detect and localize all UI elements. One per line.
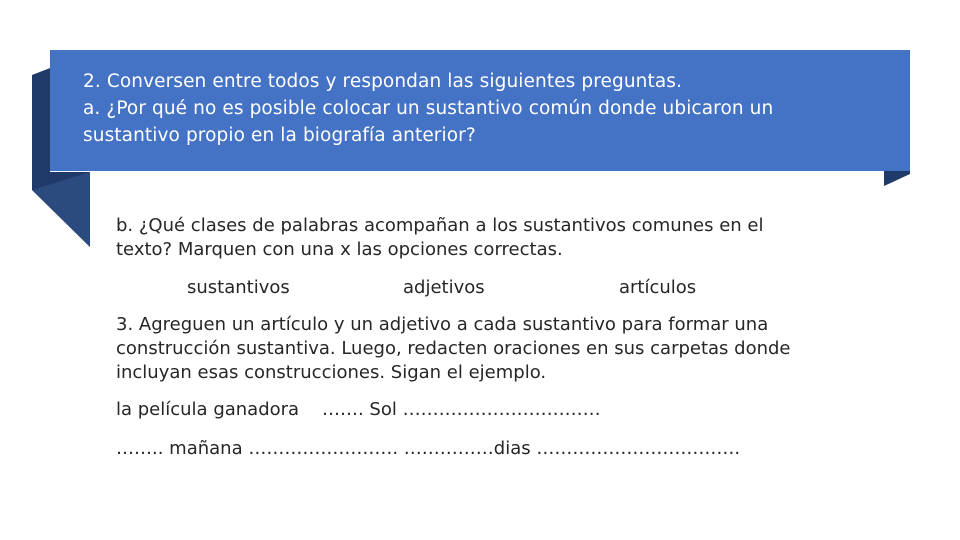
right-ribbon-fold [884, 171, 910, 186]
banner-line-1: 2. Conversen entre todos y respondan las siguientes preguntas. [83, 71, 683, 92]
question-3 [116, 313, 836, 385]
banner-line-2: a. ¿Por qué no es posible colocar un sustantivo común donde ubicaron un [83, 98, 774, 119]
question-b [116, 214, 836, 262]
question-b-line-2: texto? Marquen con una x las opciones correctas. [116, 239, 563, 260]
option-articulos: artículos [619, 277, 697, 298]
exercise-line-2 [116, 437, 836, 461]
exercise-line-1 [116, 398, 836, 422]
question-3-line-3: incluyan esas construcciones. Sigan el ejemplo. [116, 362, 547, 383]
banner-text [83, 68, 863, 149]
banner-line-3: sustantivo propio en la biografía anterior? [83, 125, 476, 146]
question-b-line-1: b. ¿Qué clases de palabras acompañan a los sustantivos comunes en el [116, 215, 764, 236]
option-adjetivos: adjetivos [403, 277, 485, 298]
exercise-text-2: …….. mañana ……………………. ……………dias ……………………………. [116, 438, 741, 459]
question-3-line-2: construcción sustantiva. Luego, redacten oraciones en sus carpetas donde [116, 338, 791, 359]
question-3-line-1: 3. Agreguen un artículo y un adjetivo a cada sustantivo para formar una [116, 314, 769, 335]
option-sustantivos: sustantivos [187, 277, 290, 298]
exercise-text-1: la película ganadora ……. Sol …………………………… [116, 399, 601, 420]
